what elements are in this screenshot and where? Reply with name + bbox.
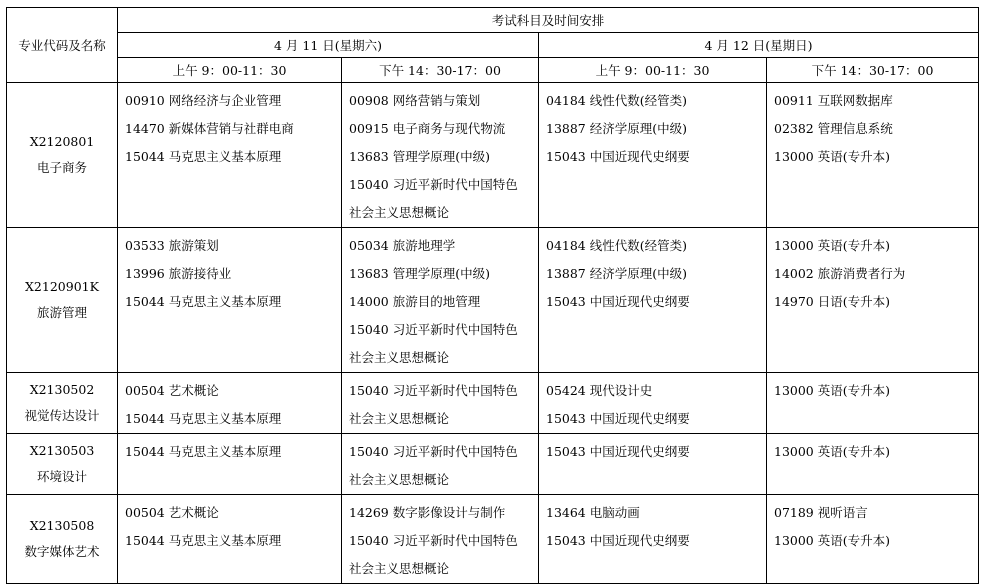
subject-line: 14000 旅游目的地管理 (349, 294, 481, 309)
subject-line: 04184 线性代数(经管类) (546, 238, 687, 253)
subject-line: 13000 英语(专升本) (774, 149, 890, 164)
subject-line: 15044 马克思主义基本原理 (125, 533, 282, 548)
major-cell (7, 373, 118, 434)
exam-schedule-sheet (6, 7, 979, 584)
header-row-title (7, 8, 979, 33)
major-name: 数字媒体艺术 (24, 544, 100, 559)
session-cell (118, 434, 342, 495)
major-row (7, 495, 979, 584)
major-row (7, 83, 979, 228)
session-cell (342, 83, 539, 228)
subject-line: 15044 马克思主义基本原理 (125, 294, 282, 309)
subject-line: 15044 马克思主义基本原理 (125, 149, 282, 164)
schedule-title: 考试科目及时间安排 (118, 8, 979, 33)
subject-line: 社会主义思想概论 (349, 205, 450, 220)
subject-line: 00910 网络经济与企业管理 (125, 93, 282, 108)
subject-line: 14002 旅游消费者行为 (774, 266, 906, 281)
subject-line: 15043 中国近现代史纲要 (546, 149, 690, 164)
session-cell (342, 434, 539, 495)
subject-line: 社会主义思想概论 (349, 411, 450, 426)
subject-line: 社会主义思想概论 (349, 472, 450, 487)
subject-line: 15040 习近平新时代中国特色 (349, 444, 518, 459)
session-cell (539, 495, 767, 584)
session-cell (539, 83, 767, 228)
major-name: 电子商务 (36, 160, 87, 175)
major-name: 环境设计 (36, 469, 87, 484)
session-cell (118, 373, 342, 434)
subject-line: 13683 管理学原理(中级) (349, 149, 490, 164)
subject-line: 15040 习近平新时代中国特色 (349, 322, 518, 337)
major-cell (7, 228, 118, 373)
header-row-sessions (7, 58, 979, 83)
subject-line: 13464 电脑动画 (546, 505, 640, 520)
major-code: X2120901K (25, 279, 99, 294)
session-cell (767, 434, 979, 495)
session-cell (118, 228, 342, 373)
subject-line: 13887 经济学原理(中级) (546, 121, 687, 136)
day-header-2: 4 月 12 日(星期日) (539, 33, 979, 58)
session-cell (767, 83, 979, 228)
subject-line: 05034 旅游地理学 (349, 238, 456, 253)
subject-line: 13000 英语(专升本) (774, 533, 890, 548)
subject-line: 15040 习近平新时代中国特色 (349, 177, 518, 192)
subject-line: 社会主义思想概论 (349, 350, 450, 365)
subject-line: 13000 英语(专升本) (774, 238, 890, 253)
session-cell (342, 495, 539, 584)
session-cell (118, 495, 342, 584)
subject-line: 13000 英语(专升本) (774, 383, 890, 398)
major-row (7, 373, 979, 434)
subject-line: 15040 习近平新时代中国特色 (349, 533, 518, 548)
major-name: 视觉传达设计 (24, 408, 100, 423)
subject-line: 13683 管理学原理(中级) (349, 266, 490, 281)
session-cell (767, 495, 979, 584)
subject-line: 15044 马克思主义基本原理 (125, 444, 282, 459)
subject-line: 15044 马克思主义基本原理 (125, 411, 282, 426)
subject-line: 15043 中国近现代史纲要 (546, 533, 690, 548)
subject-line: 02382 管理信息系统 (774, 121, 893, 136)
subject-line: 社会主义思想概论 (349, 561, 450, 576)
session-cell (539, 434, 767, 495)
session-cell (767, 228, 979, 373)
session-header-4: 下午 14：30-17：00 (767, 58, 979, 83)
exam-schedule-table (6, 7, 979, 584)
major-name: 旅游管理 (36, 305, 87, 320)
subject-line: 00915 电子商务与现代物流 (349, 121, 506, 136)
subject-line: 13000 英语(专升本) (774, 444, 890, 459)
major-row (7, 434, 979, 495)
subject-line: 13996 旅游接待业 (125, 266, 232, 281)
session-cell (767, 373, 979, 434)
subject-line: 07189 视听语言 (774, 505, 868, 520)
session-cell (342, 373, 539, 434)
major-code: X2130502 (29, 382, 95, 397)
session-header-2: 下午 14：30-17：00 (342, 58, 539, 83)
subject-line: 00911 互联网数据库 (774, 93, 893, 108)
subject-line: 14470 新媒体营销与社群电商 (125, 121, 294, 136)
subject-line: 15043 中国近现代史纲要 (546, 411, 690, 426)
major-column-header: 专业代码及名称 (7, 8, 118, 83)
subject-line: 15043 中国近现代史纲要 (546, 444, 690, 459)
session-cell (539, 228, 767, 373)
subject-line: 15040 习近平新时代中国特色 (349, 383, 518, 398)
subject-line: 15043 中国近现代史纲要 (546, 294, 690, 309)
major-cell (7, 83, 118, 228)
subject-line: 14970 日语(专升本) (774, 294, 890, 309)
major-code: X2120801 (29, 134, 95, 149)
major-code: X2130508 (29, 518, 95, 533)
subject-line: 14269 数字影像设计与制作 (349, 505, 506, 520)
major-cell (7, 495, 118, 584)
session-cell (539, 373, 767, 434)
session-cell (342, 228, 539, 373)
subject-line: 03533 旅游策划 (125, 238, 219, 253)
major-row (7, 228, 979, 373)
session-header-1: 上午 9：00-11：30 (118, 58, 342, 83)
subject-line: 04184 线性代数(经管类) (546, 93, 687, 108)
major-cell (7, 434, 118, 495)
major-code: X2130503 (29, 443, 95, 458)
day-header-1: 4 月 11 日(星期六) (118, 33, 539, 58)
subject-line: 00908 网络营销与策划 (349, 93, 481, 108)
subject-line: 13887 经济学原理(中级) (546, 266, 687, 281)
subject-line: 00504 艺术概论 (125, 505, 219, 520)
subject-line: 05424 现代设计史 (546, 383, 653, 398)
session-header-3: 上午 9：00-11：30 (539, 58, 767, 83)
subject-line: 00504 艺术概论 (125, 383, 219, 398)
header-row-days (7, 33, 979, 58)
session-cell (118, 83, 342, 228)
